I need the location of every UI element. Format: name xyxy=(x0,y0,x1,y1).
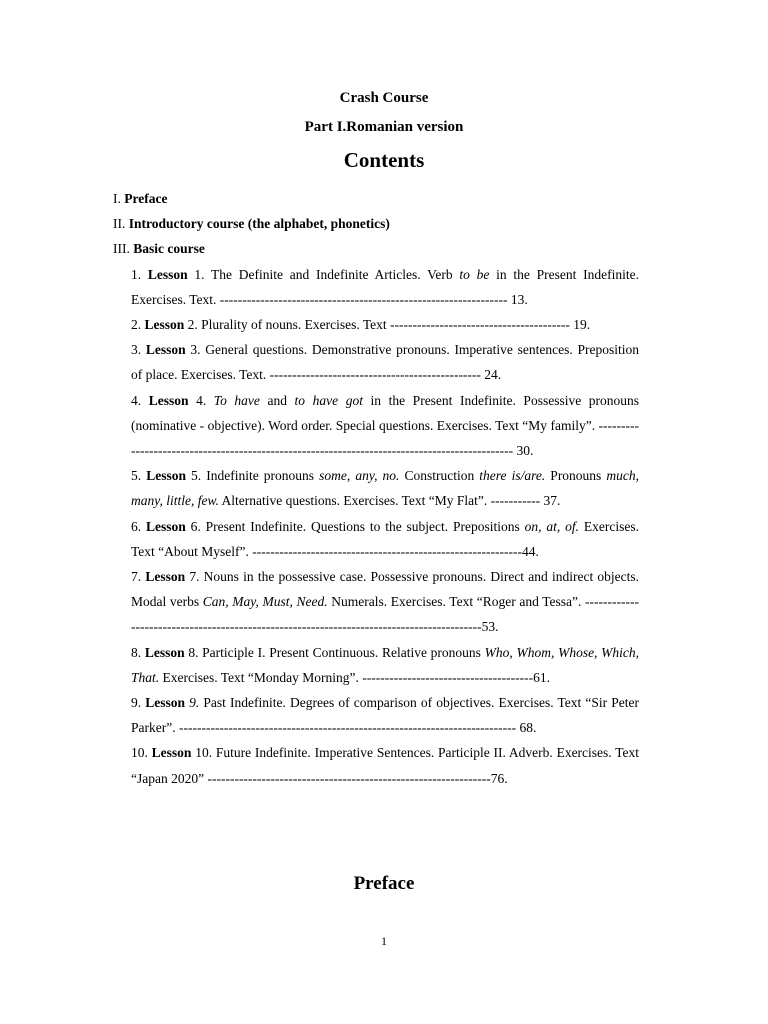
lesson-number: 5. xyxy=(131,468,142,484)
lesson-text: Participle I. Present Continuous. Relative pronouns xyxy=(198,644,485,660)
lesson-text: General questions. Demonstrative pronouns. Imperative sentences. Preposition of place. Exercises. Text. ----------------------------------------------- 24. xyxy=(131,342,639,383)
toc-section-introductory[interactable] xyxy=(113,211,653,236)
lesson-text-italic: Who, Whom, Whose, Which, That. xyxy=(131,644,640,685)
lesson-label: Lesson xyxy=(144,317,185,333)
lesson-text: Future Indefinite. Imperative Sentences. Participle II. Adverb. Exercises. Text “Japan 2020” ---------------------------------------------------------------76. xyxy=(131,745,640,786)
lesson-text: Nouns in the possessive case. Possessive pronouns. Direct and indirect objects. Modal verbs xyxy=(131,569,640,610)
toc-lesson-7[interactable] xyxy=(131,564,639,640)
lesson-text xyxy=(206,393,214,408)
toc-lesson-1[interactable] xyxy=(131,262,639,312)
lesson-label: Lesson xyxy=(151,745,192,761)
lesson-number: 3. xyxy=(190,342,201,358)
lesson-text: Indefinite pronouns xyxy=(201,468,320,484)
page-number: 1 xyxy=(381,934,387,948)
lesson-text: Present Indefinite. Questions to the subject. Prepositions xyxy=(200,518,525,534)
toc-lesson-2[interactable] xyxy=(131,312,639,337)
lesson-text: in the Present Indefinite. Exercises. Text. ---------------------------------------------------------------- 13. xyxy=(131,266,640,307)
contents-heading: Contents xyxy=(343,148,425,172)
lesson-number: 3. xyxy=(131,342,142,358)
lesson-number: 7. xyxy=(189,569,200,585)
lesson-number: 10. xyxy=(195,745,213,761)
lesson-text-italic: much, many, little, few. xyxy=(131,468,640,509)
preface-heading: Preface xyxy=(353,873,415,894)
lesson-text-italic: To have xyxy=(213,392,260,408)
lesson-text-italic: on, at, of. xyxy=(524,518,580,534)
doc-title: Crash Course xyxy=(339,90,429,106)
lesson-number: 9. xyxy=(131,695,142,711)
toc-lesson-10[interactable] xyxy=(131,740,639,790)
lesson-text-italic: Can, May, Must, Need. xyxy=(202,594,328,610)
lesson-number: 8. xyxy=(131,644,142,660)
lesson-text-italic: to be xyxy=(459,266,490,282)
lesson-number: 8. xyxy=(188,644,199,660)
lesson-text: Alternative questions. Exercises. Text “My Flat”. ----------- 37. xyxy=(218,493,561,509)
lesson-label: Lesson xyxy=(146,518,186,534)
lesson-text: in the Present Indefinite. Possessive pronouns (nominative - objective). Word order. Special questions. Exercises. Text “My family”. ---------------------------------------------------------------------------------------------- 30. xyxy=(131,392,640,459)
lesson-number: 4. xyxy=(131,392,142,408)
toc-section-preface[interactable] xyxy=(113,186,653,211)
section-title: Basic course xyxy=(133,241,205,257)
lesson-label: Lesson xyxy=(145,695,186,711)
lesson-label: Lesson xyxy=(145,342,186,358)
lesson-text: Construction xyxy=(399,468,480,484)
toc-lesson-4[interactable] xyxy=(131,388,639,464)
section-number: III. xyxy=(113,241,130,257)
lesson-text-italic: there is/are. xyxy=(479,468,546,484)
lesson-text-italic: to have got xyxy=(294,392,363,408)
lesson-number: 6. xyxy=(190,518,201,534)
lesson-label: Lesson xyxy=(147,266,188,282)
lesson-number: 5. xyxy=(191,468,202,484)
lesson-label: Lesson xyxy=(145,569,186,585)
lesson-number: 1. xyxy=(194,266,205,282)
lesson-number: 2. xyxy=(187,317,198,333)
section-title: Preface xyxy=(124,191,168,206)
lesson-number: 2. xyxy=(131,317,142,333)
lesson-text: Exercises. Text “About Myself”. ------------------------------------------------------------44. xyxy=(131,518,639,559)
toc-section-basic[interactable] xyxy=(113,236,653,261)
lesson-number: 9. xyxy=(189,695,200,711)
lesson-number: 6. xyxy=(131,518,142,534)
lesson-number: 10. xyxy=(131,745,148,761)
section-number: II. xyxy=(113,216,126,232)
toc-lesson-9[interactable] xyxy=(131,690,639,740)
toc-lesson-8[interactable] xyxy=(131,640,639,690)
lesson-text: Numerals. Exercises. Text “Roger and Tessa”. ------------------------------------------------------------------------------------------53. xyxy=(131,594,639,635)
table-of-contents xyxy=(113,186,653,791)
lesson-number: 7. xyxy=(131,569,142,585)
lesson-number: 1. xyxy=(131,266,142,282)
lesson-label: Lesson xyxy=(146,468,186,484)
lesson-label: Lesson xyxy=(148,392,189,408)
lesson-text: and xyxy=(259,392,295,408)
lesson-text: Pronouns xyxy=(545,468,607,484)
toc-lesson-5[interactable] xyxy=(131,463,639,513)
toc-lesson-3[interactable] xyxy=(131,337,639,387)
lesson-text: Exercises. Text “Monday Morning”. --------------------------------------61. xyxy=(159,669,550,685)
lesson-text: Plurality of nouns. Exercises. Text ---------------------------------------- 19. xyxy=(197,317,591,333)
lesson-label: Lesson xyxy=(144,644,185,660)
lesson-text: Past Indefinite. Degrees of comparison of objectives. Exercises. Text “Sir Peter Parker”. --------------------------------------------------------------------------- 68. xyxy=(131,695,640,736)
section-number: I. xyxy=(113,191,121,206)
section-title: Introductory course (the alphabet, phonetics) xyxy=(128,216,390,232)
lesson-list xyxy=(113,262,639,791)
lesson-text-italic: some, any, no. xyxy=(319,468,400,484)
toc-lesson-6[interactable] xyxy=(131,514,639,564)
lesson-number: 4. xyxy=(196,392,207,408)
lesson-text: The Definite and Indefinite Articles. Verb xyxy=(204,266,460,282)
doc-subtitle: Part I.Romanian version xyxy=(304,119,464,135)
